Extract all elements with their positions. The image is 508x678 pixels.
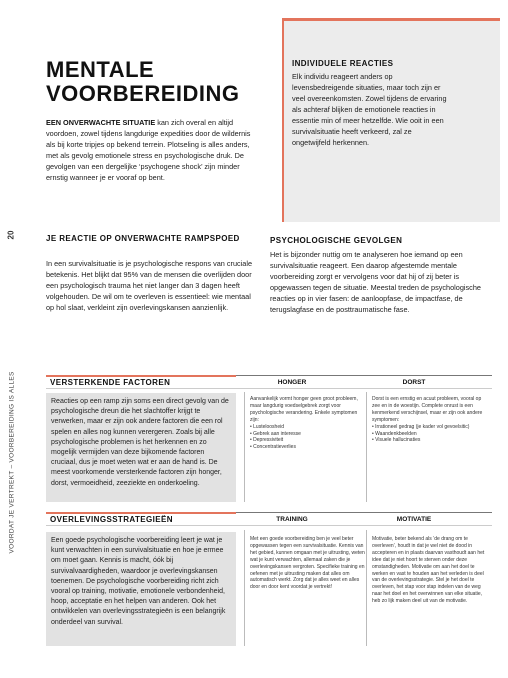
page-number: 20 bbox=[6, 230, 16, 240]
strategieen-strip bbox=[46, 512, 492, 526]
motivatie-column bbox=[372, 536, 488, 605]
motivatie-heading: MOTIVATIE bbox=[396, 516, 432, 523]
factoren-box: Reacties op een ramp zijn soms een direct gevolg van de psychologische dreun die het slachtoffer krijgt te verwerken, maar er zijn ook andere factoren die een rol spelen en alles nog kunnen verergeren. Zoals bij alle psychologische problemen is het herkennen en zo mogelijk vermijden van deze bijkomende factoren cruciaal, dus je moet weten wat er aan de hand is. De meest voorkomende versterkende factoren zijn honger, dorst, vermoeidheid, zeeziekte en onderkoeling. bbox=[46, 393, 236, 502]
strategieen-accent-bar bbox=[46, 512, 236, 514]
side-margin bbox=[2, 0, 22, 678]
strategieen-label: OVERLEVINGSSTRATEGIEËN bbox=[50, 515, 173, 524]
gevolgen-text: Het is bijzonder nuttig om te analyseren hoe iemand op een survivalsituatie reageert. Een daarop afgestemde mentale voorbereiding zorgt er vervolgens voor dat hij of zij beter is opgewassen tegen de situatie. Meestal treden de psychologische reacties op in vier fasen: de aanloopfase, de impactfase, de terugslagfase en de posttraumatische fase. bbox=[270, 250, 481, 314]
strategieen-box: Een goede psychologische voorbereiding leert je wat je kunt verwachten in een survivalsituatie en hoe je ermee om moet gaan. Kennis is macht, óók bij survivalvaardigheden, waardoor je overlevingskansen toenemen. De psychologische voorbereiding richt zich vooral op training, motivatie, emotionele verbondenheid, hoop, acceptatie en het helpen van anderen. Ook het ontwikkelen van overlevingsstrategieën is een belangrijk onderdeel van survival. bbox=[46, 532, 236, 646]
page-title: MENTALE VOORBEREIDING bbox=[46, 57, 240, 106]
dorst-heading: DORST bbox=[402, 379, 426, 386]
column-divider bbox=[244, 530, 245, 646]
individuele-reacties-box bbox=[282, 18, 500, 222]
reacties-heading: INDIVIDUELE REACTIES bbox=[292, 59, 394, 68]
list-item: • Irrationeel gedrag (je kader vol gevoelsitic) bbox=[372, 424, 488, 431]
running-title: VOORDAT JE VERTREKT – VOORBEREIDING IS ALLES bbox=[8, 371, 16, 554]
reacties-text: Elk individu reageert anders op levensbedreigende situaties, maar toch zijn er veel overeenkomsten. Zowel tijdens de ervaring als achteraf blijken de emotionele reacties in essentie min of meer hetzelfde. Wie ooit in een survivalsituatie heeft verkeerd, zal ze ongetwijfeld herkennen. bbox=[292, 72, 447, 147]
column-divider bbox=[244, 392, 245, 502]
reactie-text: In een survivalsituatie is je psychologische respons van cruciale betekenis. Het blijkt dat 95% van de mensen die overlijden door een psychologisch trauma het niet langer dan 3 dagen heeft volgehouden. De wil om te overleven is essentieel: wie mentaal op hol slaat, verkleint zijn overlevingskansen aanzienlijk. bbox=[46, 259, 253, 312]
training-column bbox=[250, 536, 366, 591]
motivatie-text: Motivatie, beter bekend als ‘de drang om te overleven’, houdt in dat je wel niet de dood in accepteren en in plaats daarvan vasthoudt aan het idee dat je niet hoort te sterven onder deze omstandigheden. Motivatie om aan het doel te werken en vast te houden aan het verleden is deel van de overlevingsstrategie. Stel je het doel te overleven, het stap voor stap indelen van de weg naar het doel en het overwinnen van elke situatie, heb zo lijk maken deel uit van de motivatie. bbox=[372, 536, 485, 605]
training-text: Met een goede voorbereiding ben je veel beter opgewassen tegen een survivalsituatie. Kennis van het gebied, kunnen omgaan met je uitrusting, weten wat je kunt verwachten, allemaal zaken die je overlevingskansen vergroten. Specifieke training en oefenen met je uitrusting maken dat alles om automatisch werkt. Zorg dat je alles weet en alles door en door kent voordat je vertrekt! bbox=[250, 536, 365, 591]
list-item: • Depressiviteit bbox=[250, 437, 366, 444]
dorst-column bbox=[372, 396, 488, 444]
list-item: • Visuele hallucinaties bbox=[372, 437, 488, 444]
honger-column bbox=[250, 396, 366, 451]
reactie-heading: JE REACTIE OP ONVERWACHTE RAMPSPOED bbox=[46, 234, 240, 243]
honger-heading: HONGER bbox=[277, 379, 307, 386]
factoren-label: VERSTERKENDE FACTOREN bbox=[50, 378, 171, 387]
factoren-strip bbox=[46, 375, 492, 389]
intro-lead: EEN ONVERWACHTE SITUATIE bbox=[46, 118, 156, 127]
list-item: • Waandenkbeelden bbox=[372, 431, 488, 438]
intro-paragraph bbox=[46, 117, 258, 183]
factoren-accent-bar bbox=[46, 375, 236, 377]
column-divider bbox=[366, 392, 367, 502]
column-divider bbox=[366, 530, 367, 646]
gevolgen-heading: PSYCHOLOGISCHE GEVOLGEN bbox=[270, 236, 403, 245]
list-item: • Gebrek aan interesse bbox=[250, 431, 366, 438]
list-item: • Lusteloosheid bbox=[250, 424, 366, 431]
training-heading: TRAINING bbox=[276, 516, 308, 523]
list-item: • Concentratieverlies bbox=[250, 444, 366, 451]
intro-text: kan zich overal en altijd voordoen, zowel tijdens langdurige expedities door de wildernis als bij korte tripjes op bekend terrein. Plotseling is alles anders, met als gevolg emotionele stress en psychologische druk. De gevolgen van een dergelijke ‘psychogene shock’ zijn minder ernstig wanneer je er vooraf op bent. bbox=[46, 118, 251, 182]
honger-text: Aanvankelijk vormt honger geen groot probleem, maar langdurig voedselgebrek zorgt voor psychologische verandering. Enkele symptomen zijn: bbox=[250, 396, 358, 423]
dorst-text: Dorst is een ernstig en acuut probleem, vooral op zee en in de woestijn. Complete onrust is een kenmerkend verschijnsel, maar er zijn ook andere symptomen: bbox=[372, 396, 483, 423]
